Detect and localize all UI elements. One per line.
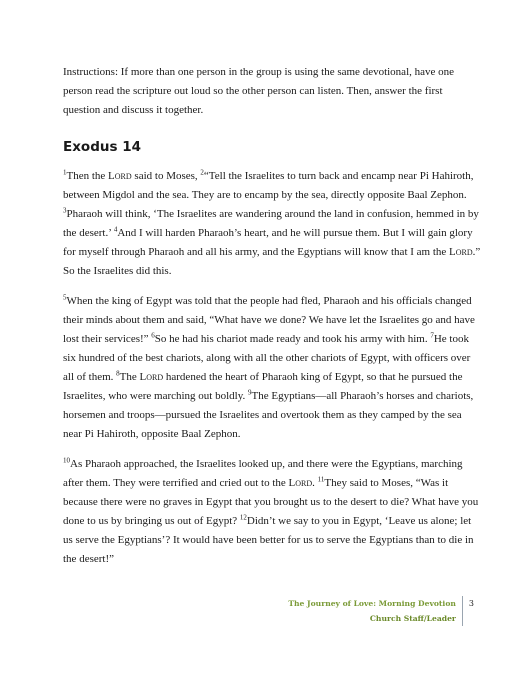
verse-text: They said to Moses, “Was it because there were no graves in Egypt that you brought us to the desert to die? What have you done to us by bringing us out of Egypt? bbox=[63, 477, 479, 527]
verse-number: 8 bbox=[116, 369, 120, 378]
scripture-paragraph-2 bbox=[63, 292, 481, 444]
verse-number: 10 bbox=[63, 456, 70, 465]
verse-number: 1 bbox=[63, 168, 67, 177]
verse-number: 4 bbox=[113, 225, 118, 234]
scripture-paragraph-3 bbox=[63, 455, 481, 569]
verse-text: Then the bbox=[66, 170, 109, 182]
verse-number: 5 bbox=[63, 293, 67, 302]
verse-number: 6 bbox=[151, 331, 155, 340]
verse-text: Didn’t we say to you in Egypt, ‘Leave us alone; let us serve the Egyptians’? It would have been better for us to serve the Egyptians than to die in the desert!” bbox=[63, 515, 474, 565]
verse-number: 3 bbox=[63, 206, 67, 215]
verse-text: The bbox=[119, 371, 140, 383]
divine-name: Lord bbox=[108, 170, 132, 182]
verse-number: 9 bbox=[248, 388, 252, 397]
footer-subtitle: Church Staff/Leader bbox=[369, 614, 456, 623]
verse-number: 11 bbox=[317, 475, 325, 484]
document-body bbox=[63, 63, 481, 580]
verse-text: As Pharaoh approached, the Israelites looked up, and there were the Egyptians, marching after them. They were terrified and cried out to the bbox=[63, 458, 463, 489]
divine-name: Lord bbox=[288, 477, 313, 489]
verse-text: When the king of Egypt was told that the people had fled, Pharaoh and his officials changed their minds about them and said, “What have we done? We have let the Israelites go and have lost their services!” bbox=[63, 295, 475, 345]
verse-text: hardened the heart of Pharaoh king of Egypt, so that he pursued the Israelites, who were marching out boldly. bbox=[63, 371, 463, 402]
divine-name: Lord bbox=[449, 246, 473, 258]
verse-text: said to Moses, bbox=[131, 170, 201, 182]
page-footer bbox=[288, 596, 474, 626]
verse-text: The Egyptians—all Pharaoh’s horses and chariots, horsemen and troops—pursued the Israelites and overtook them as they camped by the sea near Pi Hahiroth, opposite Baal Zephon. bbox=[63, 390, 474, 440]
verse-text: . bbox=[312, 477, 318, 489]
verse-text: He took six hundred of the best chariots, along with all the other chariots of Egypt, with officers over all of them. bbox=[63, 333, 471, 383]
footer-divider bbox=[462, 596, 463, 626]
verse-text: .” So the Israelites did this. bbox=[63, 246, 481, 277]
verse-text: And I will harden Pharaoh’s heart, and he will pursue them. But I will gain glory for myself through Pharaoh and all his army, and the Egyptians will know that I am the bbox=[63, 227, 473, 258]
verse-text: Pharaoh will think, ‘The Israelites are wandering around the land in confusion, hemmed in by the desert.’ bbox=[63, 208, 479, 239]
verse-number: 7 bbox=[430, 331, 434, 340]
verse-text: So he had his chariot made ready and took his army with him. bbox=[154, 333, 431, 345]
divine-name: Lord bbox=[139, 371, 164, 383]
verse-number: 12 bbox=[239, 513, 247, 522]
verse-number: 2 bbox=[200, 168, 204, 177]
scripture-paragraph-1 bbox=[63, 167, 481, 281]
page-number: 3 bbox=[468, 599, 474, 608]
verse-text: “Tell the Israelites to turn back and encamp near Pi Hahiroth, between Migdol and the sea. They are to encamp by the sea, directly opposite Baal Zephon. bbox=[63, 170, 474, 201]
footer-title: The Journey of Love: Morning Devotion bbox=[288, 599, 456, 608]
passage-heading: Exodus 14 bbox=[63, 139, 142, 155]
instructions-text: Instructions: If more than one person in the group is using the same devotional, have one person read the scripture out loud so the other person can listen. Then, answer the first question and discuss it together. bbox=[63, 66, 455, 116]
footer-text-block bbox=[288, 596, 462, 626]
